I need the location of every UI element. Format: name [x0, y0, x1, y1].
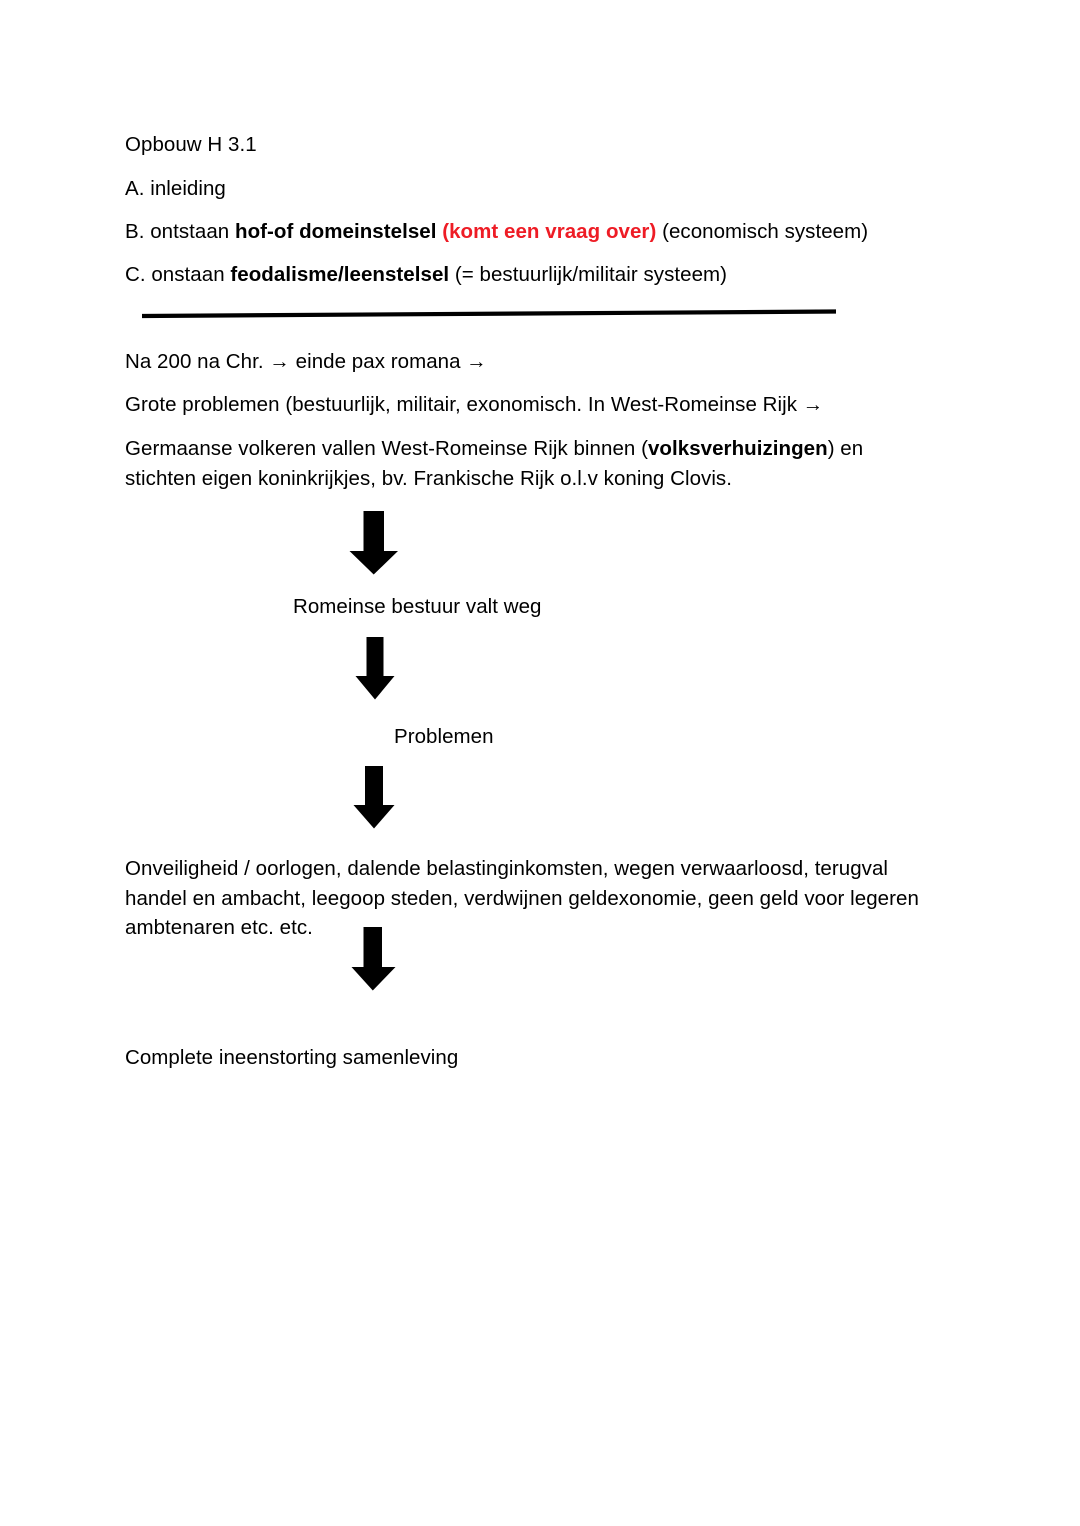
down-arrow-4 [351, 927, 396, 991]
outline-item-a: A. inleiding [125, 177, 226, 200]
outline-item-b-prefix: B. ontstaan [125, 220, 236, 243]
paragraph-onveiligheid: Onveiligheid / oorlogen, dalende belastinginkomsten, wegen verwaarloosd, terugval handel en ambacht, leegoop steden, verdwijnen geldexonomie, geen geld voor legeren ambtenaren etc. etc. [125, 857, 919, 939]
horizontal-divider [142, 300, 836, 322]
down-arrow-2 [355, 637, 395, 700]
outline-item-c [125, 260, 727, 289]
outline-item-b-term: hof-of domeinstelsel [235, 220, 437, 243]
paragraph-1-term-volksverhuizingen: volksverhuizingen [647, 437, 828, 460]
flow-step-1: Romeinse bestuur valt weg [293, 595, 542, 618]
outline-item-c-suffix: (= bestuurlijk/militair systeem) [449, 263, 728, 286]
outline-item-c-prefix: C. onstaan [125, 263, 231, 286]
down-arrow-1 [349, 511, 399, 575]
outline-item-b-red-note: (komt een vraag over) [436, 220, 657, 243]
page-title: Opbouw H 3.1 [125, 133, 257, 156]
outline-item-b [125, 217, 868, 246]
body-line-1: Na 200 na Chr. → einde pax romana → [125, 350, 487, 373]
outline-item-b-suffix: (economisch systeem) [656, 220, 869, 243]
paragraph-germaanse-volkeren [125, 434, 937, 493]
down-arrow-3 [353, 766, 395, 829]
outline-item-c-term: feodalisme/leenstelsel [230, 263, 450, 286]
paragraph-1-part-2: ) en stichten eigen koninkrijkjes, bv. Frankische Rijk o.l.v koning Clovis. [125, 437, 864, 490]
conclusion-text: Complete ineenstorting samenleving [125, 1046, 459, 1069]
flow-step-2: Problemen [394, 725, 494, 748]
paragraph-1-part-1: Germaanse volkeren vallen West-Romeinse Rijk binnen ( [125, 437, 648, 460]
body-line-2: Grote problemen (bestuurlijk, militair, exonomisch. In West-Romeinse Rijk → [125, 393, 824, 416]
